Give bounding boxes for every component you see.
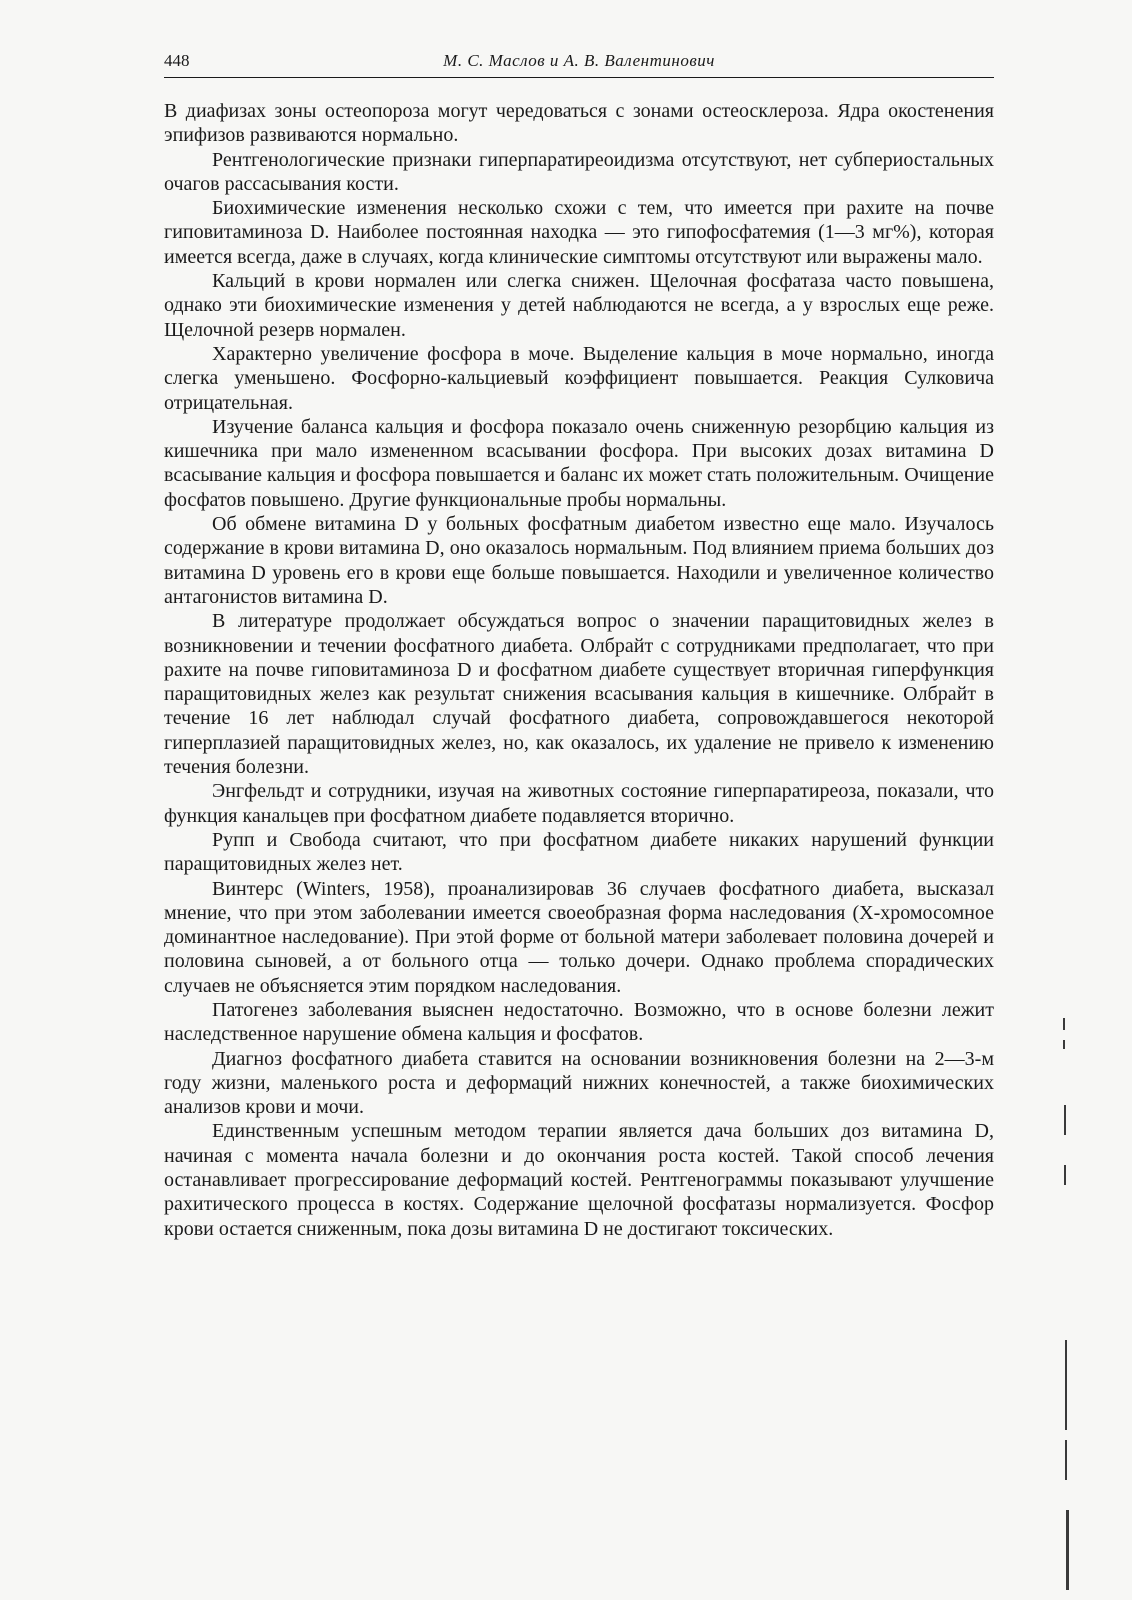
paragraph: Патогенез заболевания выяснен недостаточно. Возможно, что в основе болезни лежит наследственное нарушение обмена кальция и фосфатов. — [164, 998, 994, 1046]
paragraph: Единственным успешным методом терапии является дача больших доз витамина D, начиная с момента начала болезни и до окончания роста костей. Такой способ лечения останавливает прогрессирование деформаций костей. Рентгенограммы показывают улучшение рахитического процесса в костях. Содержание щелочной фосфатазы нормализуется. Фосфор крови остается сниженным, пока дозы витамина D не достигают токсических. — [164, 1120, 994, 1240]
scan-artifact — [1063, 1040, 1065, 1049]
scan-artifact — [1066, 1510, 1069, 1590]
paragraph: В диафизах зоны остеопороза могут чередоваться с зонами остеосклероза. Ядра окостенения эпифизов развиваются нормально. — [164, 100, 994, 147]
scan-artifact — [1065, 1440, 1067, 1480]
page-header — [164, 47, 994, 78]
paragraph: Рупп и Свобода считают, что при фосфатном диабете никаких нарушений функции паращитовидных желез нет. — [164, 828, 994, 876]
paragraph: Диагноз фосфатного диабета ставится на основании возникновения болезни на 2—3-м году жизни, маленького роста и деформаций нижних конечностей, а также биохимических анализов крови и мочи. — [164, 1047, 994, 1119]
scan-artifact — [1063, 1018, 1065, 1030]
body-text — [164, 99, 994, 1241]
scan-artifact — [1064, 1165, 1066, 1185]
paragraph: Энгфельдт и сотрудники, изучая на животных состояние гиперпаратиреоза, показали, что функция канальцев при фосфатном диабете подавляется вторично. — [164, 780, 994, 827]
scan-artifact — [1065, 1340, 1067, 1430]
paragraph: В литературе продолжает обсуждаться вопрос о значении паращитовидных желез в возникновении и течении фосфатного диабета. Олбрайт с сотрудниками предполагает, что при рахите на почве гиповитаминоза D и фосфатном диабете существует вторичная гиперфункция паращитовидных желез как результат снижения всасывания кальция в кишечнике. Олбрайт в течение 16 лет наблюдал случай фосфатного диабета, сопровождавшегося некоторой гиперплазией паращитовидных желез, но, как оказалось, их удаление не привело к изменению течения болезни. — [164, 610, 994, 779]
paragraph: Об обмене витамина D у больных фосфатным диабетом известно еще мало. Изучалось содержание в крови витамина D, оно оказалось нормальным. Под влиянием приема больших доз витамина D уровень его в крови еще больше повышается. Находили и увеличенное количество антагонистов витамина D. — [164, 513, 994, 608]
paragraph: Рентгенологические признаки гиперпаратиреоидизма отсутствуют, нет субпериостальных очагов рассасывания кости. — [164, 148, 994, 195]
scan-artifact — [1064, 1105, 1066, 1135]
page-number: 448 — [164, 51, 190, 70]
paragraph: Кальций в крови нормален или слегка снижен. Щелочная фосфатаза часто повышена, однако эти биохимические изменения у детей наблюдаются не всегда, а у взрослых еще реже. Щелочной резерв нормален. — [164, 270, 994, 341]
paragraph: Характерно увеличение фосфора в моче. Выделение кальция в моче нормально, иногда слегка уменьшено. Фосфорно-кальциевый коэффициент повышается. Реакция Сулковича отрицательная. — [164, 342, 994, 414]
running-head: М. С. Маслов и А. В. Валентинович — [443, 51, 715, 70]
paragraph: Винтерс (Winters, 1958), проанализировав 36 случаев фосфатного диабета, высказал мнение, что при этом заболевании имеется своеобразная форма наследования (Х-хромосомное доминантное наследование). При этой форме от больной матери заболевает половина дочерей и половина сыновей, а от больного отца — только дочери. Однако проблема спорадических случаев не объясняется этим порядком наследования. — [164, 877, 994, 997]
paragraph: Изучение баланса кальция и фосфора показало очень сниженную резорбцию кальция из кишечника при мало измененном всасывании фосфора. При высоких дозах витамина D всасывание кальция и фосфора повышается и баланс их может стать положительным. Очищение фосфатов повышено. Другие функциональные пробы нормальны. — [164, 415, 994, 511]
paragraph: Биохимические изменения несколько схожи с тем, что имеется при рахите на почве гиповитаминоза D. Наиболее постоянная находка — это гипофосфатемия (1—3 мг%), которая имеется всегда, даже в случаях, когда клинические симптомы отсутствуют или выражены мало. — [164, 197, 994, 268]
